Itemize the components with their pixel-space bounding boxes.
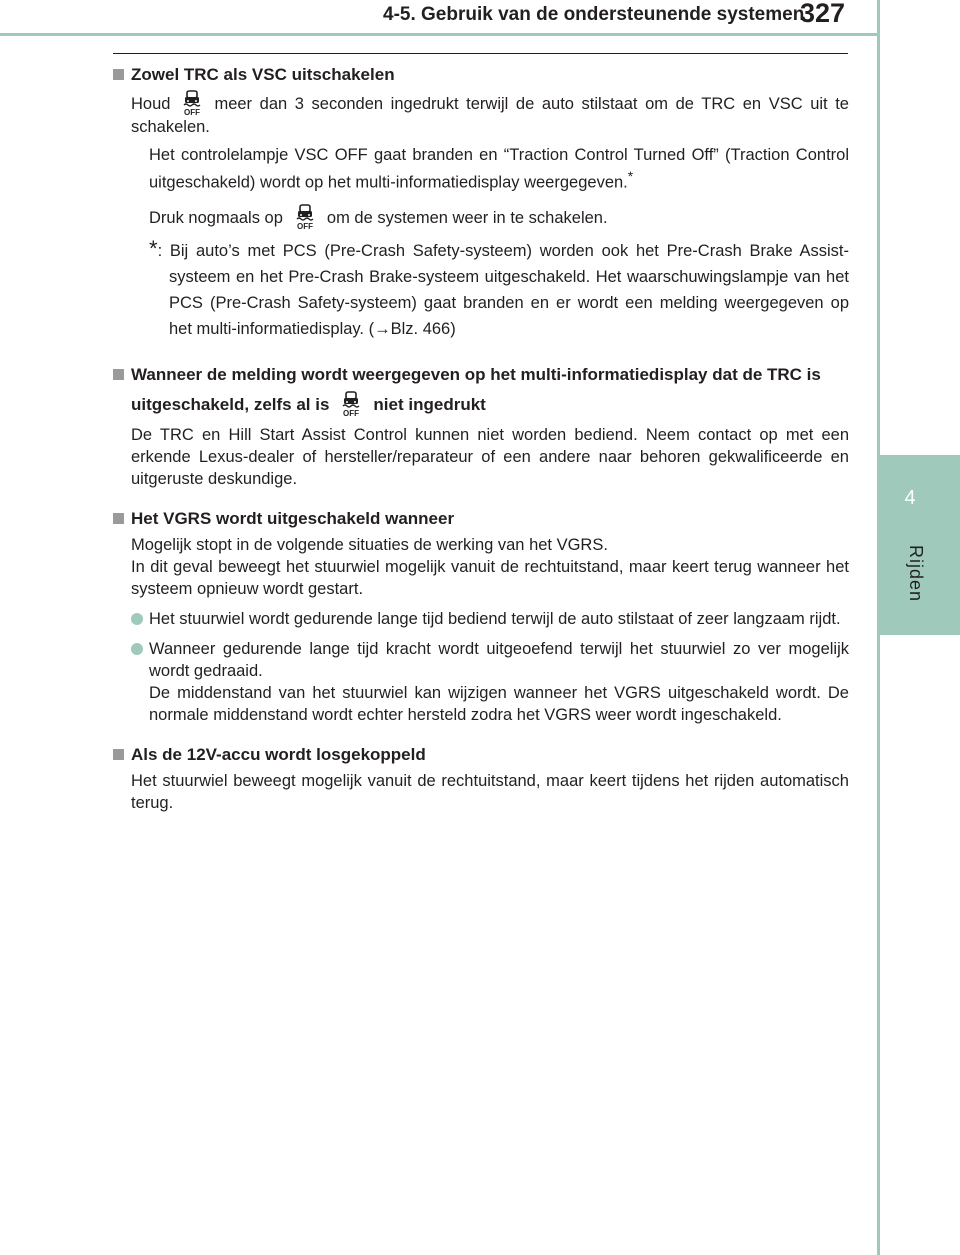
page-number: 327 (800, 0, 846, 28)
footnote: *: Bij auto’s met PCS (Pre-Crash Safety-systeem) worden ook het Pre-Crash Brake Assist-systeem en het Pre-Crash Brake-systeem uitgeschakeld. Het waarschuwingslampje van het PCS (Pre-Crash Safety-systeem) gaat branden en er wordt een melding weergegeven op het multi-informatiedisplay. (→Blz. 466) (149, 235, 849, 338)
list-item: Wanneer gedurende lange tijd kracht wordt uitgeoefend terwijl het stuurwiel zo ver mogelijk wordt gedraaid. De middenstand van het stuurwiel kan wijzigen wanneer het VGRS uitgeschakeld wordt. De normale middenstand wordt echter hersteld zodra het VGRS weer wordt ingeschakeld. (131, 638, 849, 726)
section-trc-vsc-off (113, 64, 849, 342)
square-bullet-icon (113, 749, 124, 760)
paragraph: Mogelijk stopt in de volgende situaties de werking van het VGRS. (131, 535, 608, 554)
square-bullet-icon (113, 513, 124, 524)
paragraph: Houd meer dan 3 seconden ingedrukt terwijl de auto stilstaat om de TRC en VSC uit te schakelen. (131, 90, 849, 138)
round-bullet-icon (131, 613, 143, 625)
paragraph: Het controlelampje VSC OFF gaat branden en “Traction Control Turned Off” (Traction Control uitgeschakeld) wordt op het multi-informatiedisplay weergegeven.* (149, 146, 849, 192)
section-heading: Zowel TRC als VSC uitschakelen (113, 64, 849, 86)
square-bullet-icon (113, 369, 124, 380)
chapter-number: 4 (904, 487, 916, 509)
section-heading: Het VGRS wordt uitgeschakeld wanneer (113, 508, 849, 530)
footnote-marker: * (149, 235, 158, 261)
running-header: 4-5. Gebruik van de ondersteunende systemen (383, 4, 805, 25)
vsc-off-switch-icon (178, 90, 206, 116)
chapter-label: Rijden (906, 545, 926, 603)
paragraph: Het stuurwiel beweegt mogelijk vanuit de rechtuitstand, maar keert tijdens het rijden automatisch terug. (131, 771, 849, 812)
list-item: Het stuurwiel wordt gedurende lange tijd bediend terwijl de auto stilstaat of zeer langzaam rijdt. (131, 608, 849, 630)
vsc-off-switch-icon (291, 204, 319, 230)
footnote-marker: * (627, 169, 634, 184)
header-rule (0, 33, 877, 36)
page-content (113, 64, 849, 832)
paragraph: In dit geval beweegt het stuurwiel mogelijk vanuit de rechtuitstand, maar keert terug wanneer het systeem opnieuw wordt gestart. (131, 557, 849, 598)
content-rule (113, 53, 848, 54)
paragraph: Druk nogmaals op om de systemen weer in te schakelen. (149, 204, 849, 230)
section-trc-message (113, 360, 849, 490)
section-12v-battery (113, 744, 849, 814)
vsc-off-switch-icon (337, 391, 365, 417)
square-bullet-icon (113, 69, 124, 80)
page-reference-link[interactable]: →Blz. 466) (374, 319, 456, 338)
section-heading: Als de 12V-accu wordt losgekoppeld (113, 744, 849, 766)
section-vgrs (113, 508, 849, 726)
section-heading: Wanneer de melding wordt weergegeven op het multi-informatiedisplay dat de TRC is uitgeschakeld, zelfs al is niet ingedrukt (113, 360, 849, 420)
paragraph: De TRC en Hill Start Assist Control kunnen niet worden bediend. Neem contact op met een erkende Lexus-dealer of hersteller/reparateur of een andere naar behoren gekwalificeerde en uitgeruste deskundige. (131, 425, 849, 488)
round-bullet-icon (131, 643, 143, 655)
